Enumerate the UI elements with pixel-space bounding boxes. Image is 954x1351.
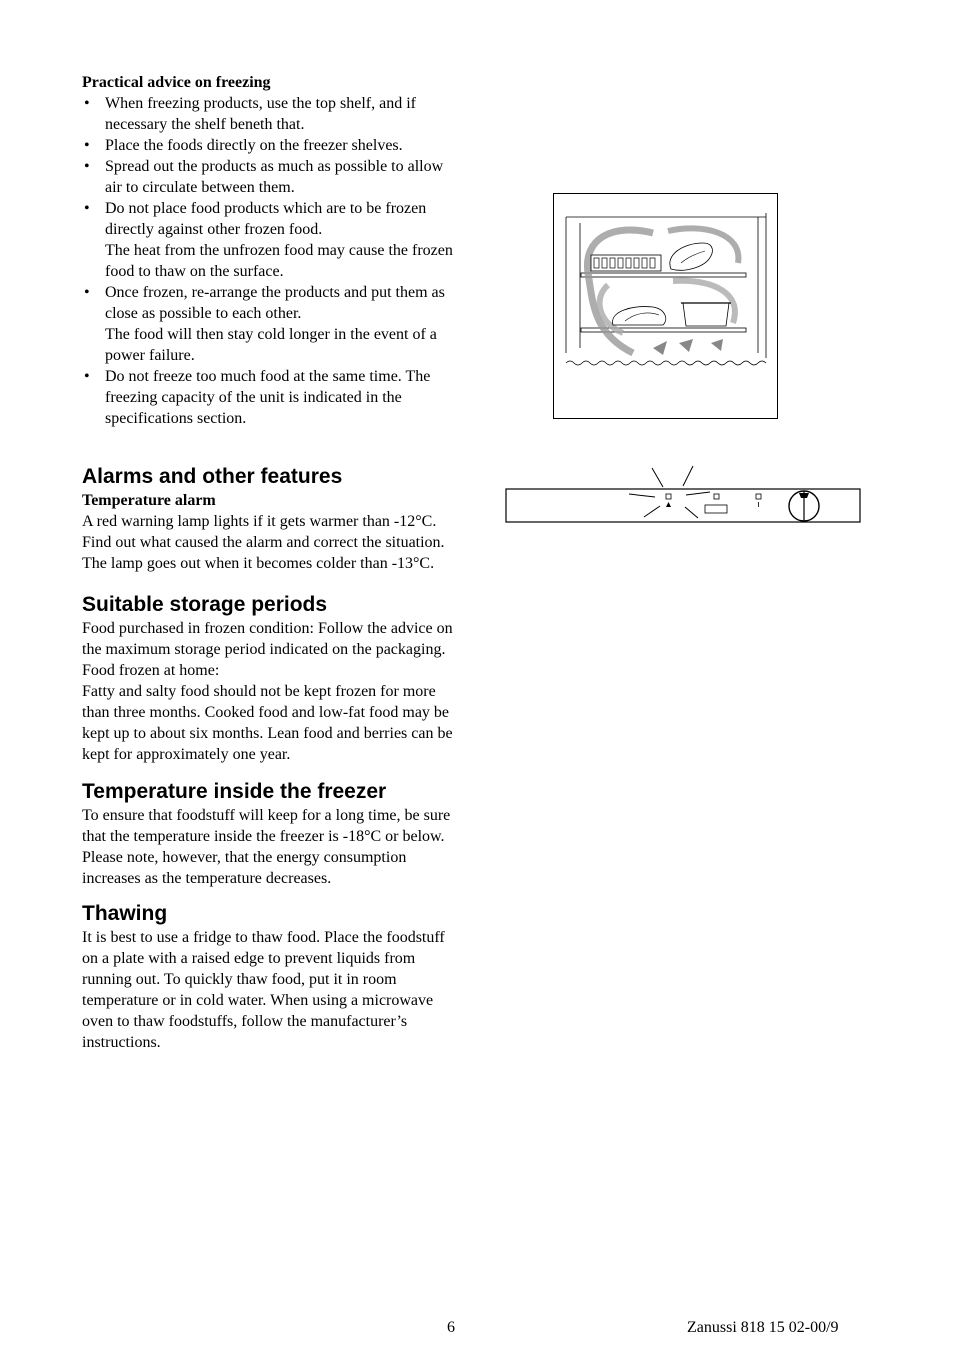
warning-lamp-icon: [666, 494, 671, 499]
freezing-advice-item: [82, 93, 462, 135]
freezer-interior-illustration: [553, 193, 778, 419]
storage-paragraph: Food frozen at home:: [82, 662, 220, 679]
freezing-advice-item: [82, 156, 462, 198]
control-panel-illustration: [505, 462, 862, 526]
freezing-advice-text: • Do not freeze too much food at the same time. The freezing capacity of the unit is indicated in the specifications section.: [105, 368, 431, 427]
temperature-alarm-subheading: Temperature alarm: [82, 492, 216, 509]
freezing-advice-item: [82, 198, 462, 282]
freezing-advice-text: • Once frozen, re-arrange the products and put them as close as possible to each other.: [105, 284, 445, 322]
freezing-advice-item: [82, 282, 462, 366]
alarm-text: A red warning lamp lights if it gets warmer than -12°C. Find out what caused the alarm and correct the situation. The lamp goes out when it becomes colder than -13°C.: [82, 513, 445, 572]
thawing-text: It is best to use a fridge to thaw food. Place the foodstuff on a plate with a raised edge to prevent liquids from running out. To quickly thaw food, put it in room temperature or in cold water. When using a microwave oven to thaw foodstuffs, follow the manufacturer’s instructions.: [82, 929, 445, 1051]
power-lamp-icon: [756, 494, 761, 499]
thermostat-knob-icon: [789, 491, 819, 521]
temperature-heading: Temperature inside the freezer: [82, 780, 387, 803]
thawing-heading: Thawing: [82, 902, 168, 925]
freezing-advice-text: • Spread out the products as much as possible to allow air to circulate between them.: [105, 158, 444, 196]
storage-paragraph: Fatty and salty food should not be kept frozen for more than three months. Cooked food and low-fat food may be kept up to about six months. Lean food and berries can be kept for approximately one year.: [82, 683, 453, 763]
document-code: Zanussi 818 15 02-00/9: [687, 1319, 839, 1336]
indicator-lamp-icon: [714, 494, 719, 499]
main-column: [82, 72, 462, 1053]
storage-heading: Suitable storage periods: [82, 593, 328, 616]
freezing-advice-text: • Do not place food products which are to be frozen directly against other frozen food.: [105, 200, 427, 238]
temperature-text: To ensure that foodstuff will keep for a long time, be sure that the temperature inside the freezer is -18°C or below. Please note, however, that the energy consumption increases as the temperature decreases.: [82, 807, 451, 887]
freezing-advice-text: • Place the foods directly on the freezer shelves.: [105, 137, 403, 154]
switch-icon: [705, 505, 727, 513]
freezing-advice-list: [82, 93, 462, 429]
freezing-advice-item: [82, 135, 462, 156]
freezing-advice-text: • When freezing products, use the top shelf, and if necessary the shelf beneth that.: [105, 95, 417, 133]
freezing-advice-text: The food will then stay cold longer in the event of a power failure.: [105, 326, 437, 364]
freezing-advice-item: [82, 366, 462, 429]
freezing-heading: Practical advice on freezing: [82, 74, 271, 91]
page-number: 6: [447, 1319, 455, 1336]
freezing-advice-text: The heat from the unfrozen food may cause the frozen food to thaw on the surface.: [105, 242, 453, 280]
storage-paragraph: Food purchased in frozen condition: Follow the advice on the maximum storage period indicated on the packaging.: [82, 620, 453, 658]
alarms-heading: Alarms and other features: [82, 465, 343, 488]
